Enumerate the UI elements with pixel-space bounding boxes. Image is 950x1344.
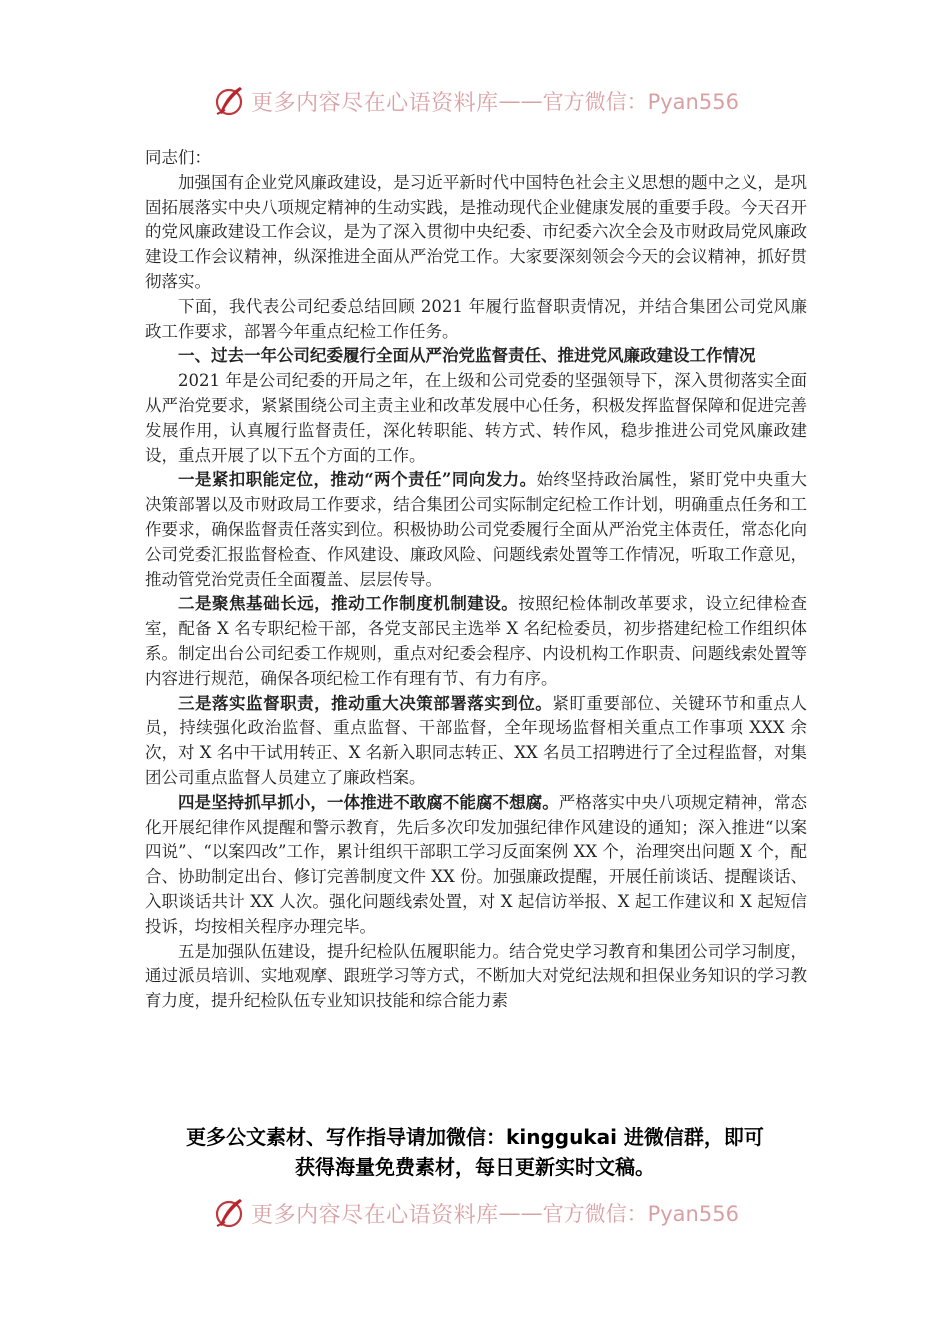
item-2-text: 按照纪检体制改革要求，设立纪律检查室，配备 X 名专职纪检干部，各党支部民主选举 X 名纪检委员，初步搭建纪检工作组织体系。制定出台公司纪委工作规则，重点对纪委会程序、内设机构工作职责、问题线索处置等内容进行规范，确保各项纪检工作有理有节、有力有序。 — [145, 594, 808, 688]
banner-wechat: 官方微信：Pyan556 — [542, 1202, 739, 1226]
paragraph-overview: 2021 年是公司纪委的开局之年，在上级和公司党委的坚强领导下，深入贯彻落实全面从严治党要求，紧紧围绕公司主责主业和改革发展中心任务，积极发挥监督保障和促进完善发展作用，认真履行监督责任，深化转职能、转方式、转作风，稳步推进公司党风廉政建设，重点开展了以下五个方面的工作。 — [145, 371, 807, 465]
item-3-text: 紧盯重要部位、关键环节和重点人员，持续强化政治监督、重点监督、干部监督，全年现场监督相关重点工作事项 XXX 余次，对 X 名中干试用转正、X 名新入职同志转正、XX 名员工招聘进行了全过程监督，对集团公司重点监督人员建立了廉政档案。 — [145, 693, 808, 787]
item-1-text: 始终坚持政治属性，紧盯党中央重大决策部署以及市财政局工作要求，结合集团公司实际制定纪检工作计划，明确重点任务和工作要求，确保监督责任落实到位。积极协助公司党委履行全面从严治党主体责任，常态化向公司党委汇报监督检查、作风建设、廉政风险、问题线索处置等工作情况，听取工作意见，推动管党治党责任全面覆盖、层层传导。 — [145, 470, 808, 589]
banner-text: 更多内容尽在心语资料库 — [251, 1202, 499, 1228]
promo-line-2: 获得海量免费素材，每日更新实时文稿。 — [295, 1155, 655, 1179]
paragraph-item-5: 五是加强队伍建设，提升纪检队伍履职能力。结合党史学习教育和集团公司学习制度，通过派员培训、实地观摩、跟班学习等方式，不断加大对党纪法规和担保业务知识的学习教育力度，提升纪检队伍专业知识技能和综合能力素 — [145, 941, 807, 1011]
banner-separator: —— — [498, 88, 543, 114]
banner-separator: —— — [498, 1200, 543, 1226]
salutation: 同志们： — [145, 148, 211, 167]
paragraph-item-3 — [145, 692, 807, 791]
item-4-title: 四是坚持抓早抓小，一体推进不敢腐不能腐不想腐。 — [178, 792, 559, 812]
header-banner — [0, 78, 950, 124]
item-4-text: 严格落实中央八项规定精神，常态化开展纪律作风提醒和警示教育，先后多次印发加强纪律作风建设的通知；深入推进“以案四说”、“以案四改”工作，累计组织干部职工学习反面案例 XX 个，治理突出问题 X 个，配合、协助制定出台、修订完善制度文件 XX 份。加强廉政提醒，开展任前谈话、提醒谈话、入职谈话共计 XX 人次。强化问题线索处置，对 X 起信访举报、X 起工作建议和 X 起短信投诉，均按相关程序办理完毕。 — [145, 792, 808, 936]
banner-text: 更多内容尽在心语资料库 — [251, 90, 499, 116]
footer-banner — [0, 1190, 950, 1236]
paragraph-intro: 加强国有企业党风廉政建设，是习近平新时代中国特色社会主义思想的题中之义，是巩固拓展落实中央八项规定精神的生动实践，是推动现代企业健康发展的重要手段。今天召开的党风廉政建设工作会议，是为了深入贯彻中央纪委、市纪委六次全会及市财政局党风廉政建设工作会议精神，纵深推进全面从严治党工作。大家要深刻领会今天的会议精神，抓好贯彻落实。 — [145, 172, 807, 291]
paragraph-item-2 — [145, 592, 807, 691]
document-body — [145, 146, 807, 1014]
promo-line-1: 更多公文素材、写作指导请加微信：kinggukai 进微信群，即可 — [186, 1125, 764, 1149]
section-heading-1: 一、过去一年公司纪委履行全面从严治党监督责任、推进党风廉政建设工作情况 — [178, 346, 756, 366]
quill-pen-logo-icon — [211, 1195, 247, 1231]
item-3-title: 三是落实监督职责，推动重大决策部署落实到位。 — [178, 693, 553, 713]
paragraph-item-4 — [145, 791, 807, 940]
paragraph-item-1 — [145, 468, 807, 592]
paragraph-outline: 下面，我代表公司纪委总结回顾 2021 年履行监督职责情况，并结合集团公司党风廉政工作要求，部署今年重点纪检工作任务。 — [145, 296, 807, 341]
banner-wechat: 官方微信：Pyan556 — [542, 90, 739, 114]
item-1-title: 一是紧扣职能定位，推动“两个责任”同向发力。 — [178, 470, 537, 490]
promo-notice — [130, 1122, 820, 1182]
item-2-title: 二是聚焦基础长远，推动工作制度机制建设。 — [178, 594, 519, 614]
quill-pen-logo-icon — [211, 83, 247, 119]
